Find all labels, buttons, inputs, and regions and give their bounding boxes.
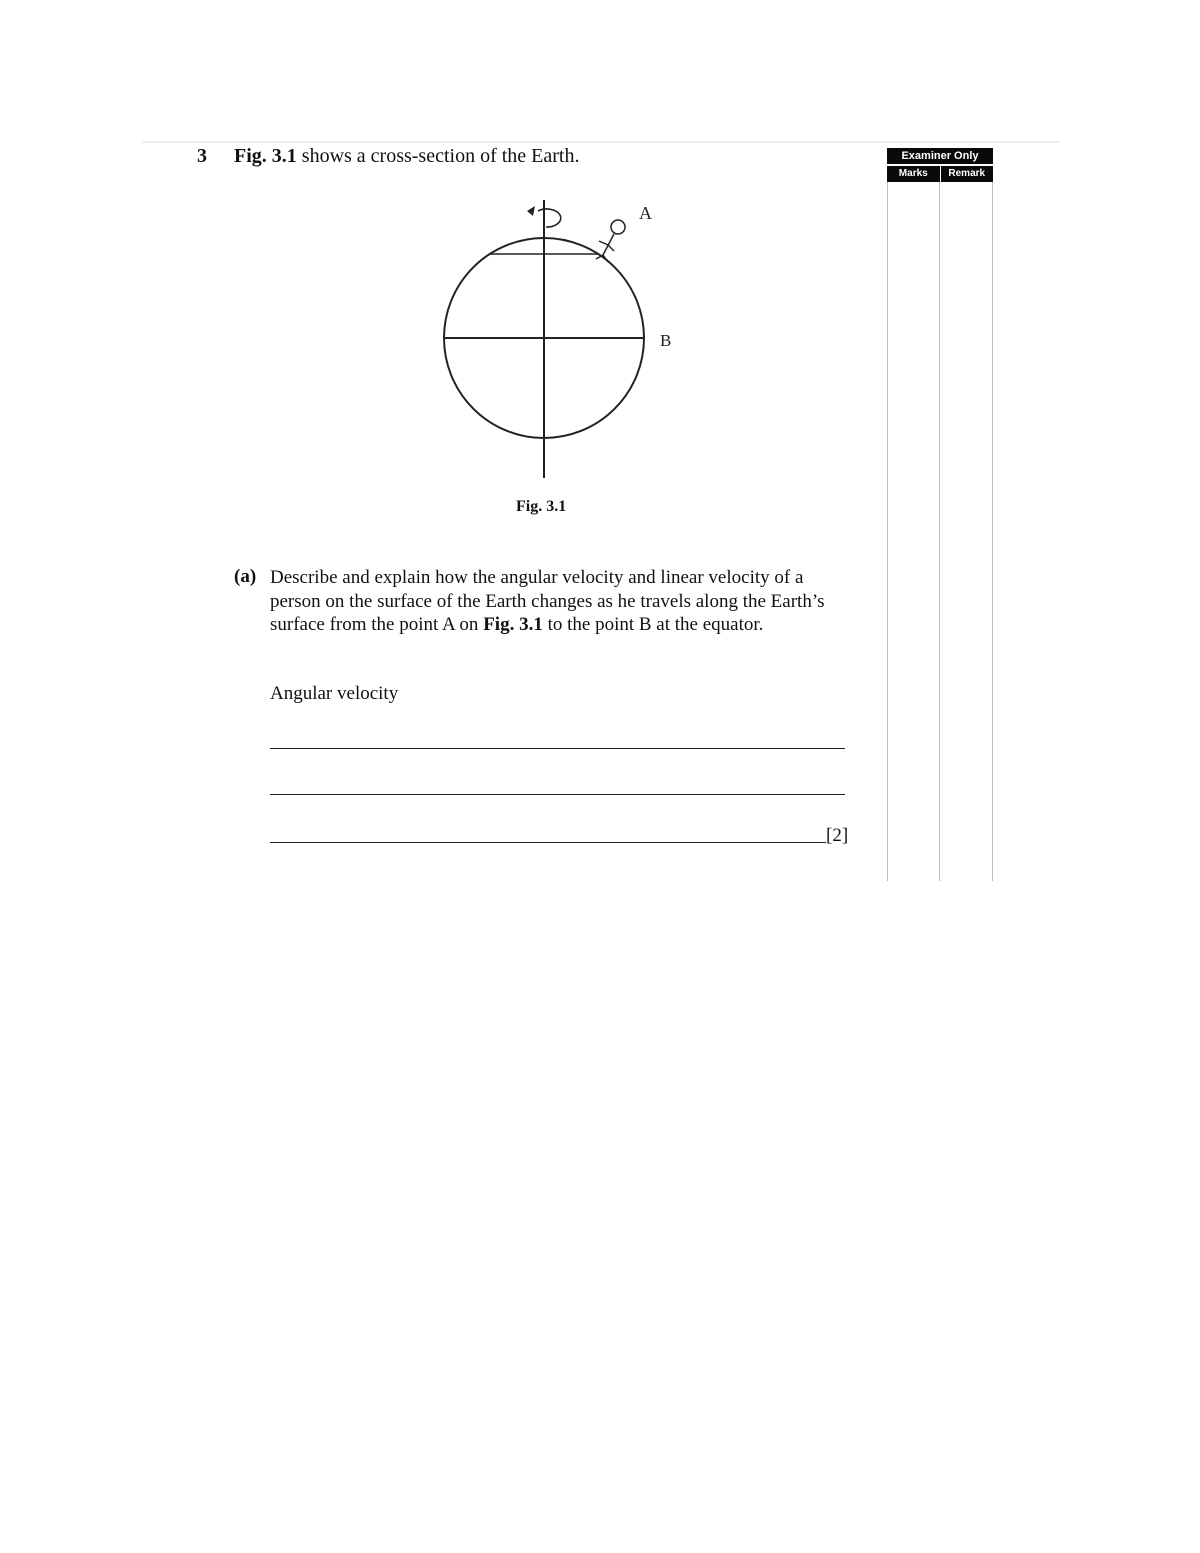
examiner-column-divider-right <box>992 182 993 881</box>
question-stem-text: shows a cross-section of the Earth. <box>296 145 580 167</box>
answer-line-2[interactable] <box>270 794 845 795</box>
examiner-column-headers <box>887 166 993 182</box>
question-number: 3 <box>197 145 207 167</box>
examiner-column-divider-left <box>887 182 888 881</box>
figure-reference: Fig. 3.1 <box>234 145 297 167</box>
part-a-text-2: to the point B at the equator. <box>542 614 764 635</box>
answer-line-1[interactable] <box>270 748 845 749</box>
earth-figure <box>420 190 690 490</box>
earth-diagram <box>420 190 690 490</box>
marks-allocation: [2] <box>826 825 849 846</box>
examiner-only-box <box>887 148 993 881</box>
marks-column-header: Marks <box>887 166 940 182</box>
figure-caption: Fig. 3.1 <box>516 498 567 515</box>
point-a-label: A <box>639 203 652 223</box>
rotation-arrowhead-icon <box>527 206 535 216</box>
examiner-column-divider-middle <box>939 182 940 881</box>
part-a-figure-ref: Fig. 3.1 <box>483 614 543 635</box>
page-top-rule <box>142 141 1060 143</box>
answer-line-3[interactable] <box>270 842 826 843</box>
rotation-arrow-icon <box>538 209 561 227</box>
question-stem <box>234 145 580 168</box>
part-a-question <box>270 566 845 637</box>
remark-column-header: Remark <box>940 166 994 182</box>
person-figure-icon <box>596 220 625 262</box>
part-a-label: (a) <box>234 566 257 587</box>
point-b-label: B <box>660 331 672 350</box>
part-a-text-1: Describe and explain how the angular velocity and linear velocity of a person on the surface of the Earth changes as he travels along the Earth’s surface from the point A on <box>270 567 825 635</box>
examiner-only-header: Examiner Only <box>887 148 993 164</box>
angular-velocity-label: Angular velocity <box>270 683 399 704</box>
